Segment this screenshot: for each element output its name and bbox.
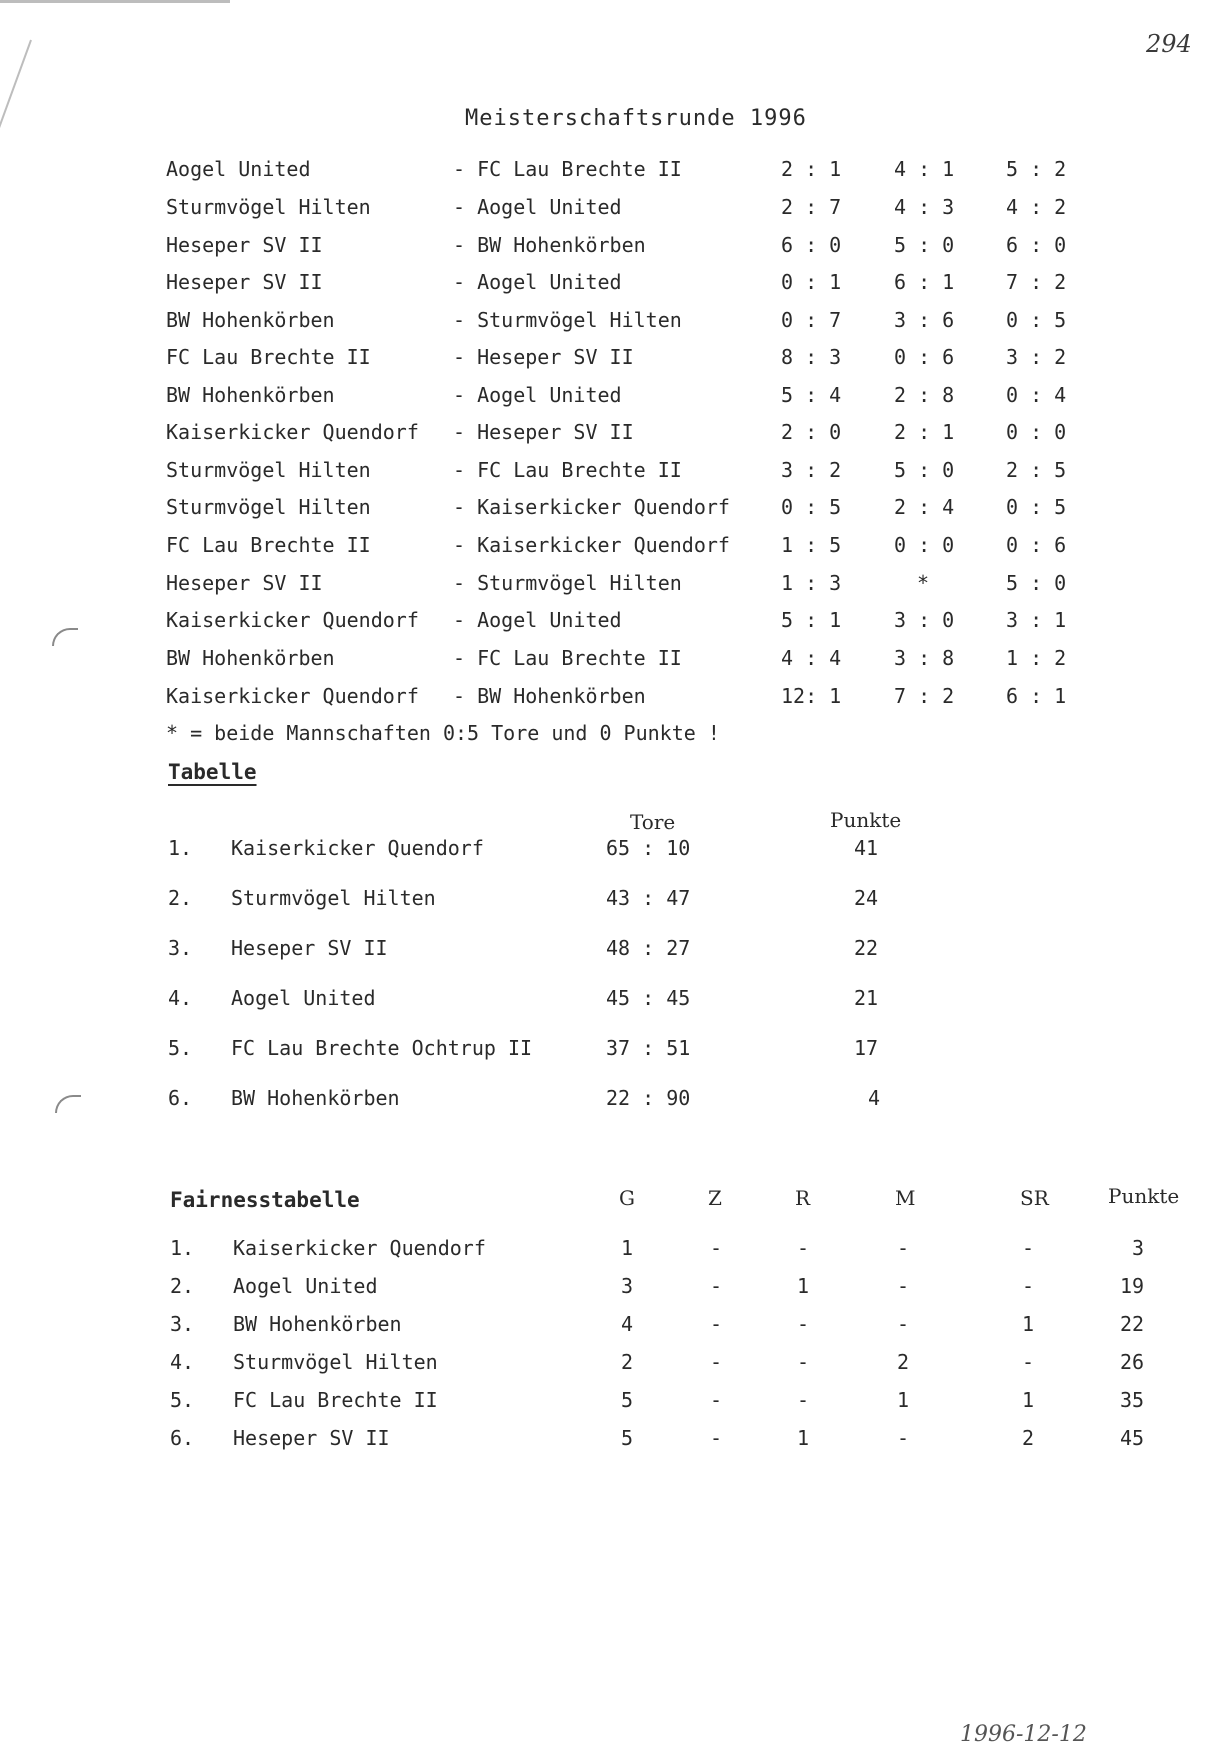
- score-1: 3 : 2: [781, 458, 842, 482]
- home-team: BW Hohenkörben: [166, 646, 335, 670]
- away-team: - Heseper SV II: [453, 345, 634, 369]
- score-2: 6 : 1: [894, 270, 955, 294]
- points: 26: [1120, 1350, 1145, 1374]
- team-name: Sturmvögel Hilten: [233, 1350, 438, 1374]
- fairness-col-g: G: [619, 1186, 635, 1210]
- time-penalties: -: [710, 1388, 723, 1412]
- away-team: - Sturmvögel Hilten: [453, 308, 682, 332]
- score-3: 5 : 2: [1006, 157, 1067, 181]
- sr-count: 1: [1022, 1312, 1035, 1336]
- home-team: FC Lau Brechte II: [166, 533, 371, 557]
- score-3: 6 : 1: [1006, 684, 1067, 708]
- rank: 2.: [170, 1274, 195, 1298]
- home-team: Heseper SV II: [166, 571, 323, 595]
- score-3: 3 : 1: [1006, 608, 1067, 632]
- home-team: Aogel United: [166, 157, 311, 181]
- away-team: - Aogel United: [453, 270, 622, 294]
- footnote: * = beide Mannschaften 0:5 Tore und 0 Punkte !: [166, 721, 720, 745]
- home-team: Kaiserkicker Quendorf: [166, 684, 419, 708]
- goals: 43 : 47: [606, 886, 691, 910]
- score-3: 0 : 5: [1006, 495, 1067, 519]
- goals: 45 : 45: [606, 986, 691, 1010]
- score-3: 0 : 5: [1006, 308, 1067, 332]
- page-number: 294: [1146, 30, 1192, 58]
- team-name: Aogel United: [233, 1274, 378, 1298]
- m-count: -: [897, 1274, 910, 1298]
- m-count: -: [897, 1236, 910, 1260]
- team-name: BW Hohenkörben: [233, 1312, 402, 1336]
- score-1: 2 : 1: [781, 157, 842, 181]
- sr-count: -: [1022, 1274, 1035, 1298]
- fairness-col-m: M: [895, 1186, 916, 1210]
- team-name: FC Lau Brechte II: [233, 1388, 438, 1412]
- points: 22: [1120, 1312, 1145, 1336]
- score-2: 3 : 8: [894, 646, 955, 670]
- rank: 5.: [168, 1036, 193, 1060]
- punch-hole-mark: [52, 628, 78, 646]
- away-team: - Aogel United: [453, 608, 622, 632]
- rank: 4.: [168, 986, 193, 1010]
- score-2: 0 : 6: [894, 345, 955, 369]
- rank: 3.: [168, 936, 193, 960]
- yellow-cards: 5: [621, 1426, 634, 1450]
- score-3: 0 : 6: [1006, 533, 1067, 557]
- score-1: 5 : 4: [781, 383, 842, 407]
- sr-count: -: [1022, 1236, 1035, 1260]
- score-1: 1 : 5: [781, 533, 842, 557]
- score-3: 1 : 2: [1006, 646, 1067, 670]
- score-2: *: [917, 571, 930, 595]
- team-name: FC Lau Brechte Ochtrup II: [231, 1036, 533, 1060]
- score-1: 4 : 4: [781, 646, 842, 670]
- score-2: 4 : 1: [894, 157, 955, 181]
- team-name: Aogel United: [231, 986, 376, 1010]
- m-count: -: [897, 1426, 910, 1450]
- score-3: 6 : 0: [1006, 233, 1067, 257]
- rank: 6.: [168, 1086, 193, 1110]
- handwritten-date: 1996-12-12: [960, 1722, 1087, 1747]
- rank: 1.: [168, 836, 193, 860]
- rank: 2.: [168, 886, 193, 910]
- home-team: BW Hohenkörben: [166, 308, 335, 332]
- away-team: - Kaiserkicker Quendorf: [453, 495, 730, 519]
- points: 45: [1120, 1426, 1145, 1450]
- team-name: BW Hohenkörben: [231, 1086, 400, 1110]
- m-count: 1: [897, 1388, 910, 1412]
- home-team: Heseper SV II: [166, 270, 323, 294]
- away-team: - BW Hohenkörben: [453, 233, 646, 257]
- rank: 5.: [170, 1388, 195, 1412]
- yellow-cards: 5: [621, 1388, 634, 1412]
- score-3: 2 : 5: [1006, 458, 1067, 482]
- red-cards: -: [797, 1312, 810, 1336]
- score-2: 0 : 0: [894, 533, 955, 557]
- score-1: 5 : 1: [781, 608, 842, 632]
- goals: 48 : 27: [606, 936, 691, 960]
- standings-col-tore: Tore: [630, 810, 676, 834]
- punch-hole-mark: [55, 1095, 81, 1113]
- team-name: Kaiserkicker Quendorf: [233, 1236, 486, 1260]
- score-1: 2 : 7: [781, 195, 842, 219]
- score-3: 4 : 2: [1006, 195, 1067, 219]
- score-2: 2 : 4: [894, 495, 955, 519]
- standings-col-punkte: Punkte: [830, 808, 902, 832]
- fairness-col-sr: SR: [1020, 1186, 1049, 1210]
- time-penalties: -: [710, 1350, 723, 1374]
- fairness-col-z: Z: [708, 1186, 722, 1210]
- score-1: 0 : 1: [781, 270, 842, 294]
- away-team: - BW Hohenkörben: [453, 684, 646, 708]
- points: 41: [854, 836, 879, 860]
- rank: 1.: [170, 1236, 195, 1260]
- sr-count: 2: [1022, 1426, 1035, 1450]
- away-team: - Aogel United: [453, 195, 622, 219]
- points: 3: [1132, 1236, 1145, 1260]
- yellow-cards: 3: [621, 1274, 634, 1298]
- score-2: 3 : 6: [894, 308, 955, 332]
- score-3: 3 : 2: [1006, 345, 1067, 369]
- yellow-cards: 4: [621, 1312, 634, 1336]
- home-team: Sturmvögel Hilten: [166, 195, 371, 219]
- home-team: BW Hohenkörben: [166, 383, 335, 407]
- red-cards: -: [797, 1236, 810, 1260]
- points: 22: [854, 936, 879, 960]
- yellow-cards: 2: [621, 1350, 634, 1374]
- away-team: - FC Lau Brechte II: [453, 157, 682, 181]
- points: 24: [854, 886, 879, 910]
- red-cards: -: [797, 1388, 810, 1412]
- score-2: 5 : 0: [894, 233, 955, 257]
- home-team: Heseper SV II: [166, 233, 323, 257]
- fairness-heading: Fairnesstabelle: [170, 1188, 360, 1212]
- rank: 4.: [170, 1350, 195, 1374]
- score-3: 7 : 2: [1006, 270, 1067, 294]
- standings-heading: Tabelle: [168, 760, 257, 784]
- score-1: 8 : 3: [781, 345, 842, 369]
- score-2: 4 : 3: [894, 195, 955, 219]
- fairness-col-punkte: Punkte: [1108, 1184, 1180, 1208]
- score-2: 7 : 2: [894, 684, 955, 708]
- away-team: - Aogel United: [453, 383, 622, 407]
- team-name: Heseper SV II: [233, 1426, 390, 1450]
- home-team: Sturmvögel Hilten: [166, 495, 371, 519]
- score-2: 3 : 0: [894, 608, 955, 632]
- home-team: Kaiserkicker Quendorf: [166, 420, 419, 444]
- team-name: Sturmvögel Hilten: [231, 886, 436, 910]
- away-team: - Sturmvögel Hilten: [453, 571, 682, 595]
- score-1: 0 : 5: [781, 495, 842, 519]
- time-penalties: -: [710, 1274, 723, 1298]
- rank: 6.: [170, 1426, 195, 1450]
- score-1: 1 : 3: [781, 571, 842, 595]
- score-1: 6 : 0: [781, 233, 842, 257]
- sr-count: 1: [1022, 1388, 1035, 1412]
- points: 19: [1120, 1274, 1145, 1298]
- fairness-col-r: R: [795, 1186, 811, 1210]
- page-title: Meisterschaftsrunde 1996: [465, 106, 807, 131]
- score-1: 2 : 0: [781, 420, 842, 444]
- home-team: FC Lau Brechte II: [166, 345, 371, 369]
- away-team: - FC Lau Brechte II: [453, 458, 682, 482]
- points: 35: [1120, 1388, 1145, 1412]
- time-penalties: -: [710, 1236, 723, 1260]
- scan-edge-left: [0, 40, 32, 182]
- goals: 37 : 51: [606, 1036, 691, 1060]
- goals: 22 : 90: [606, 1086, 691, 1110]
- score-1: 12: 1: [781, 684, 842, 708]
- score-2: 2 : 8: [894, 383, 955, 407]
- red-cards: 1: [797, 1274, 810, 1298]
- m-count: -: [897, 1312, 910, 1336]
- away-team: - Kaiserkicker Quendorf: [453, 533, 730, 557]
- score-1: 0 : 7: [781, 308, 842, 332]
- home-team: Kaiserkicker Quendorf: [166, 608, 419, 632]
- rank: 3.: [170, 1312, 195, 1336]
- goals: 65 : 10: [606, 836, 691, 860]
- scan-edge-top: [0, 0, 230, 3]
- score-2: 5 : 0: [894, 458, 955, 482]
- score-3: 5 : 0: [1006, 571, 1067, 595]
- team-name: Kaiserkicker Quendorf: [231, 836, 484, 860]
- points: 4: [868, 1086, 881, 1110]
- m-count: 2: [897, 1350, 910, 1374]
- score-3: 0 : 4: [1006, 383, 1067, 407]
- points: 17: [854, 1036, 879, 1060]
- score-3: 0 : 0: [1006, 420, 1067, 444]
- score-2: 2 : 1: [894, 420, 955, 444]
- away-team: - FC Lau Brechte II: [453, 646, 682, 670]
- time-penalties: -: [710, 1312, 723, 1336]
- time-penalties: -: [710, 1426, 723, 1450]
- points: 21: [854, 986, 879, 1010]
- yellow-cards: 1: [621, 1236, 634, 1260]
- sr-count: -: [1022, 1350, 1035, 1374]
- home-team: Sturmvögel Hilten: [166, 458, 371, 482]
- red-cards: 1: [797, 1426, 810, 1450]
- team-name: Heseper SV II: [231, 936, 388, 960]
- red-cards: -: [797, 1350, 810, 1374]
- away-team: - Heseper SV II: [453, 420, 634, 444]
